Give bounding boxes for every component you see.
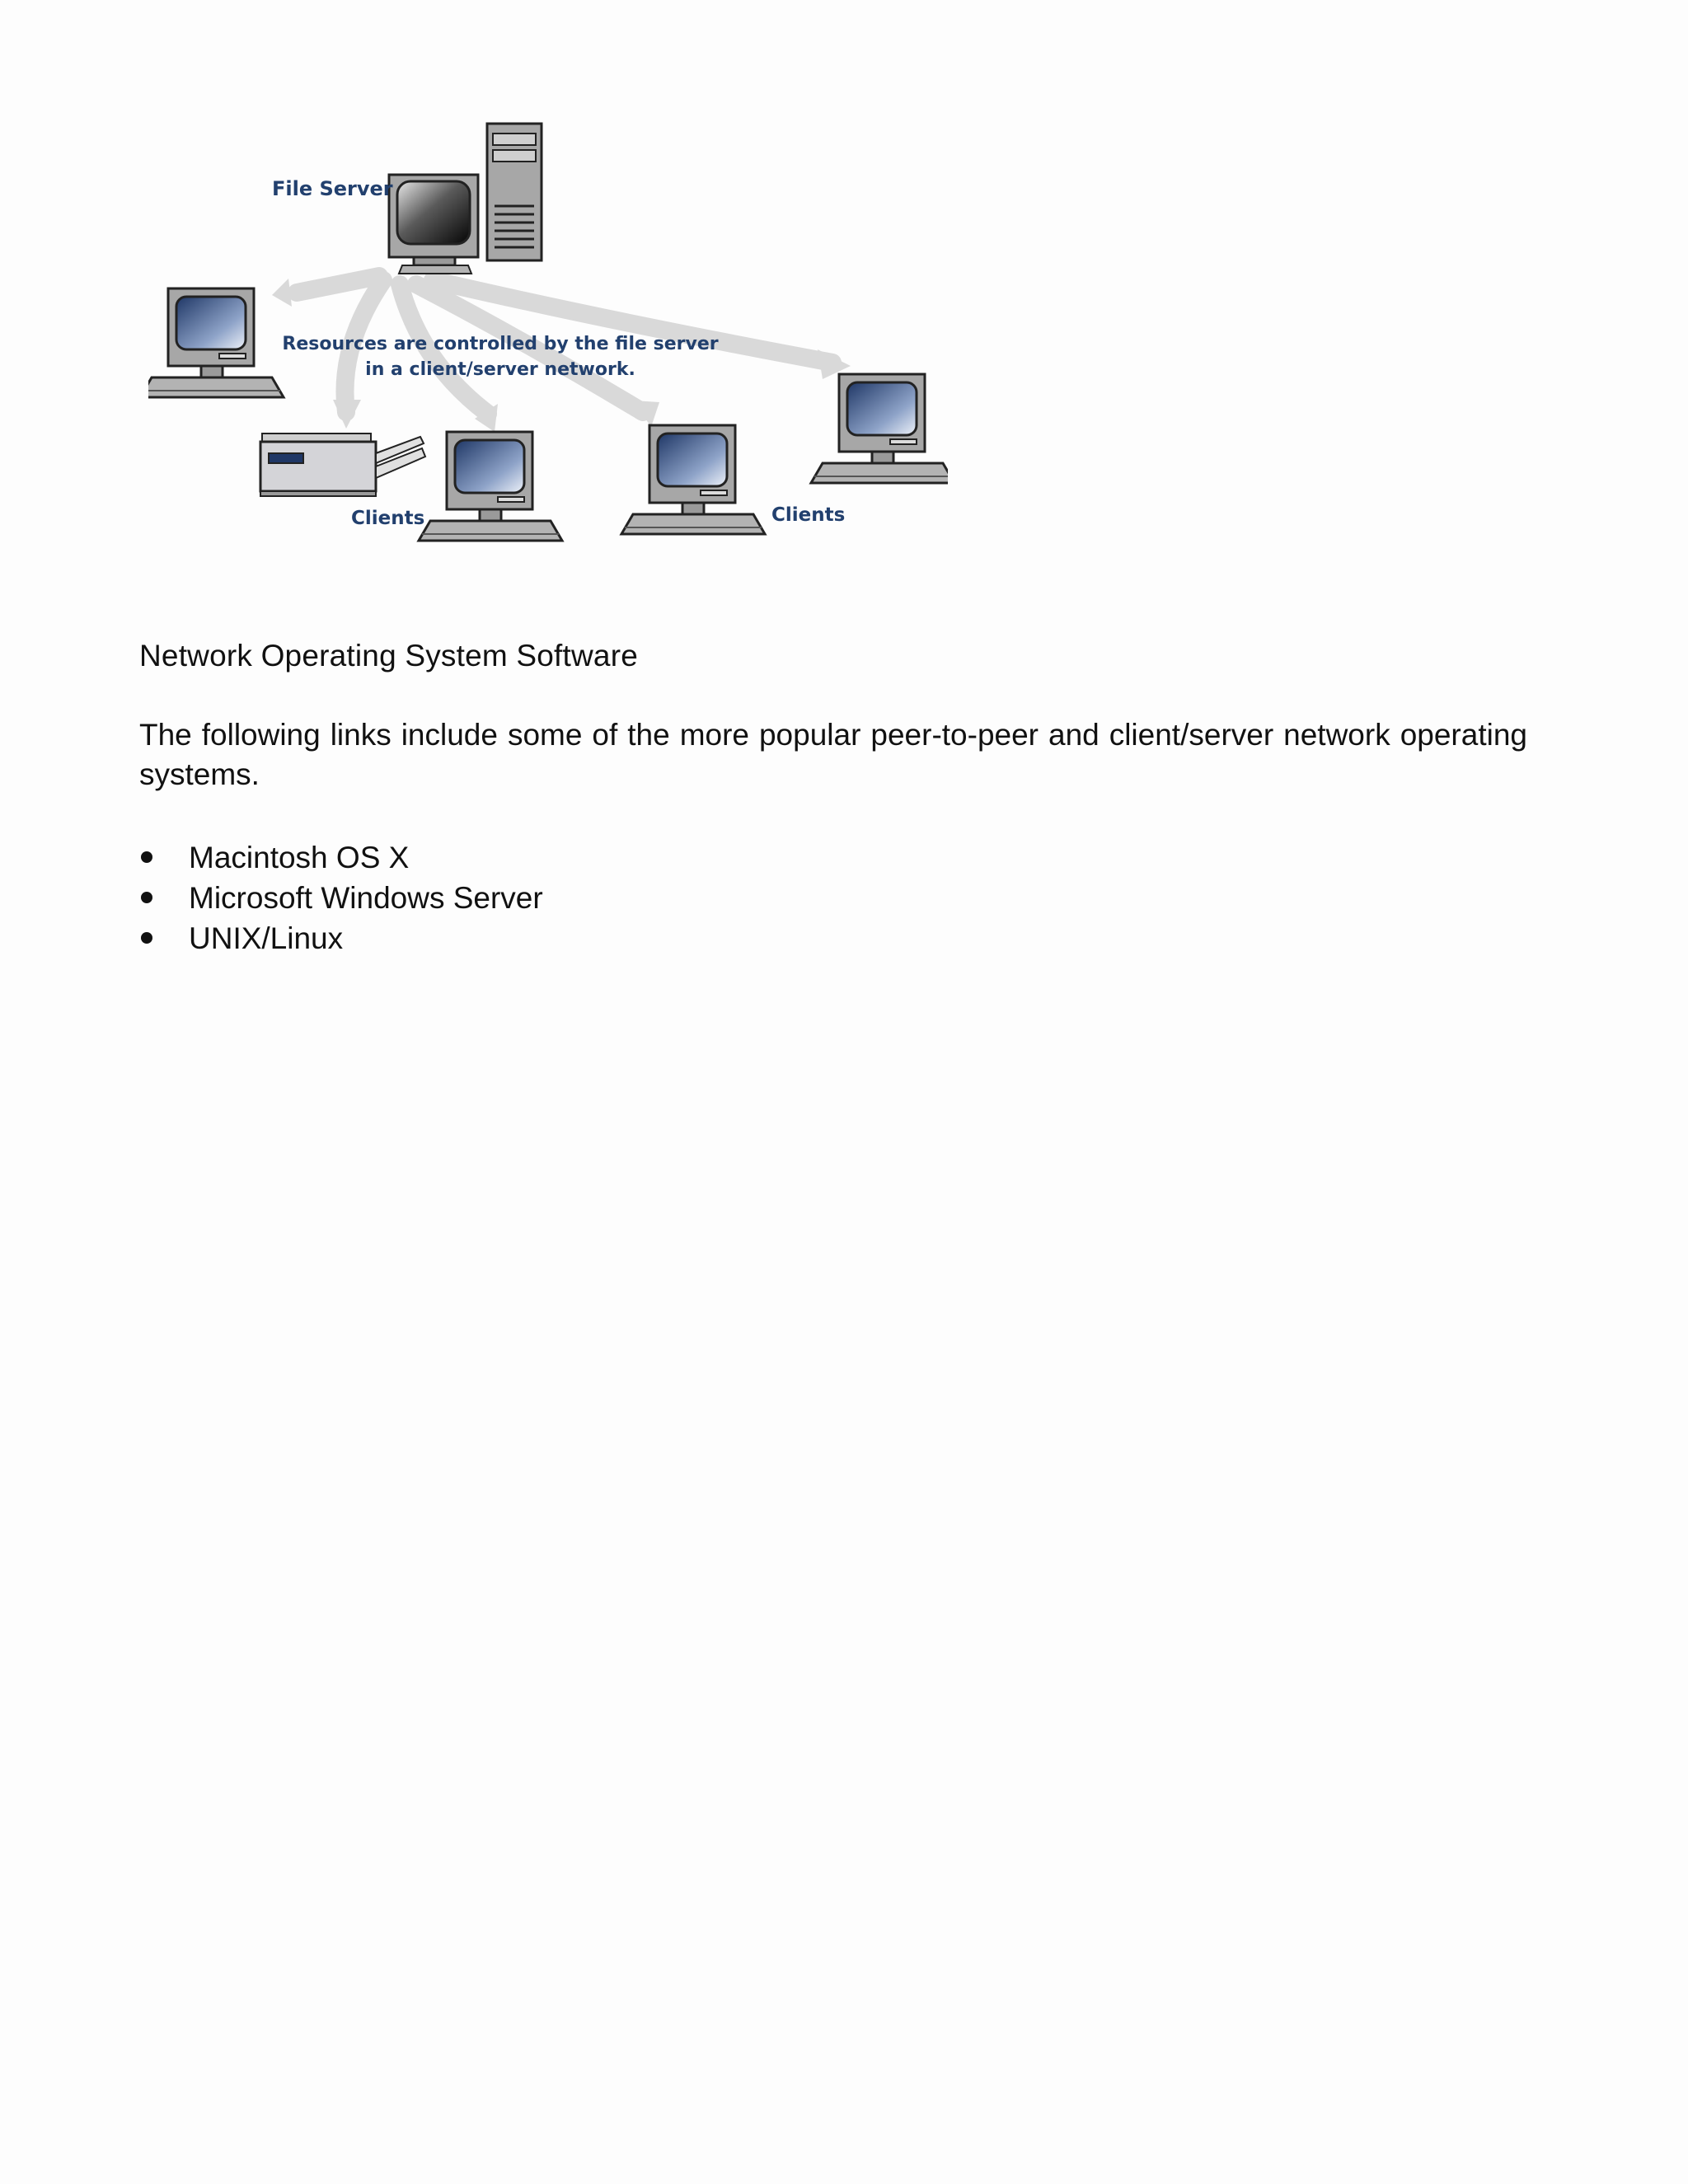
list-item[interactable] (139, 837, 543, 878)
section-heading: Network Operating System Software (139, 639, 638, 673)
bullet-icon (141, 932, 152, 944)
diagram-caption-line-2: in a client/server network. (365, 359, 635, 380)
clients-label-left: Clients (351, 508, 425, 529)
client-computer-icon (811, 374, 948, 483)
list-item-label: UNIX/Linux (189, 921, 344, 955)
client-computer-icon (148, 288, 284, 397)
bullet-icon (141, 892, 152, 903)
client-computer-icon (621, 425, 765, 534)
bullet-icon (141, 851, 152, 863)
server-tower-icon (487, 124, 542, 260)
list-item[interactable] (139, 918, 543, 958)
diagram-caption-line-1: Resources are controlled by the file server (282, 334, 719, 354)
os-list (139, 837, 543, 958)
list-item-label: Microsoft Windows Server (189, 881, 543, 915)
printer-icon (260, 434, 425, 496)
intro-paragraph: The following links include some of the more popular peer-to-peer and client/server network operating systems. (139, 718, 1527, 791)
server-monitor-icon (389, 175, 478, 274)
list-item[interactable] (139, 878, 543, 918)
client-server-diagram (148, 115, 948, 560)
file-server-label: File Server (272, 177, 393, 200)
clients-label-right: Clients (771, 504, 846, 526)
client-computer-icon (419, 432, 562, 541)
list-item-label: Macintosh OS X (189, 841, 410, 874)
